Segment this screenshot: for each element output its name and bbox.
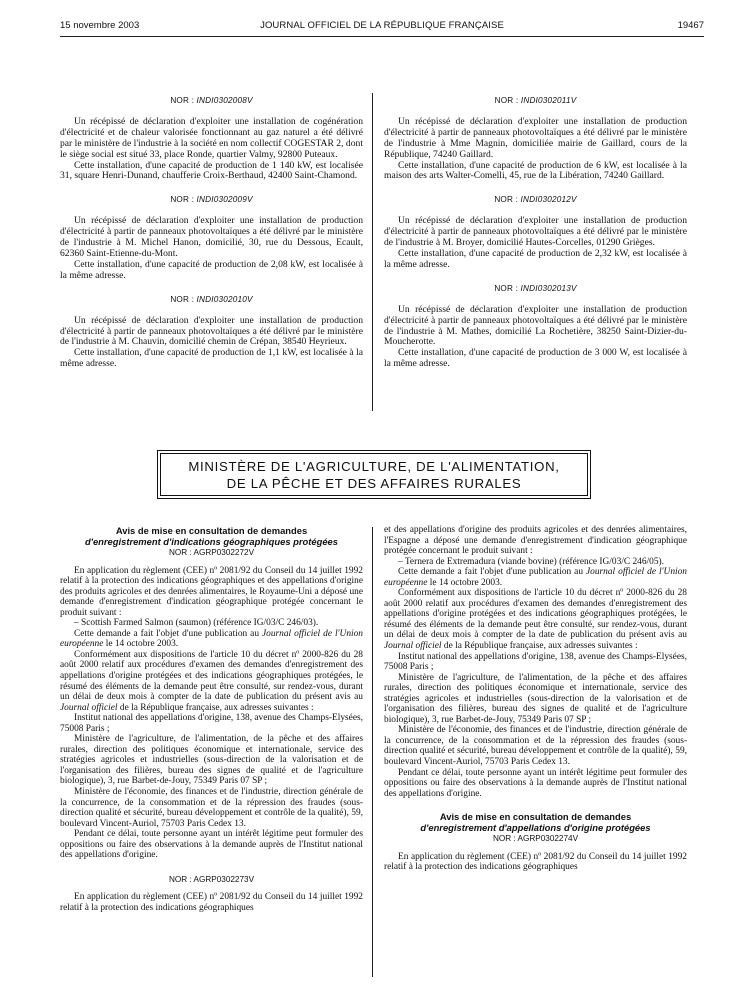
journal-title: JOURNAL OFFICIEL DE LA RÉPUBLIQUE FRANÇAISE xyxy=(260,20,504,31)
paragraph: Pendant ce délai, toute personne ayant un intérêt légitime peut formuler des oppositions ou faire des observations à la demande auprès de l'Institut national des appellations d'origine. xyxy=(60,829,363,861)
paragraph: Un récépissé de déclaration d'exploiter une installation de production d'électricité à partir de panneaux photovoltaïques a été délivré par le ministère de l'industrie à Mme Magnin, domiciliée mairie de Gaillard, cours de la République, 74240 Gaillard. xyxy=(384,115,687,160)
paragraph: En application du règlement (CEE) nº 2081/92 du Conseil du 14 juillet 1992 relatif à la protection des indications géographiques et des appellations d'origine des produits agricoles et des denrées alimentaires, le Royaume-Uni a déposé une demande d'enregistrement d'indication géographique protégée concernant le produit suivant : xyxy=(60,565,363,618)
ministry-line-2: DE LA PÊCHE ET DES AFFAIRES RURALES xyxy=(226,476,522,491)
paragraph: Un récépissé de déclaration d'exploiter une installation de cogénération d'électricité et de chaleur valorisée fonctionnant au gaz naturel a été délivré par le ministère de l'industrie à la société en nom collectif COGESTAR 2, dont le siège social est situé 33, place Ronde, quartier Valmy, 92800 Puteaux. xyxy=(60,115,363,160)
ministry-heading xyxy=(160,453,588,496)
top-left-column xyxy=(60,96,363,370)
paragraph: En application du règlement (CEE) nº 2081/92 du Conseil du 14 juillet 1992 relatif à la protection des indications géographiques xyxy=(384,851,687,873)
address: Ministère de l'économie, des finances et de l'industrie, direction générale de la concurrence, de la consommation et de la répression des fraudes (sous-direction qualité et sécurité, bureau développement et contrôle de la qualité), 59, boulevard Vincent-Auriol, 75703 Paris Cedex 13. xyxy=(384,725,687,768)
bottom-left-column xyxy=(60,525,363,914)
paragraph: Un récépissé de déclaration d'exploiter une installation de production d'électricité à partir de panneaux photovoltaïques a été délivré par le ministère de l'industrie à M. Chauvin, domicilié chemin de Crépan, 38540 Heyrieux. xyxy=(60,314,363,348)
paragraph: Cette installation, d'une capacité de production de 2,08 kW, est localisée à la même adresse. xyxy=(60,258,363,281)
avis-title: Avis de mise en consultation de demandes d'enregistrement d'appellations d'origine protégées xyxy=(420,811,651,834)
paragraph: Cette installation, d'une capacité de production de 2,32 kW, est localisée à la même adresse. xyxy=(384,247,687,270)
address: Ministère de l'agriculture, de l'alimentation, de la pêche et des affaires rurales, direction des politiques économique et internationale, service des stratégies agricoles et industrielles (sous-direction de la valorisation et de l'organisation des filières, bureau des signes de qualité et de l'agriculture biologique), 3, rue Barbet-de-Jouy, 75349 Paris 07 SP ; xyxy=(384,672,687,725)
paragraph: Cette installation, d'une capacité de production de 1 140 kW, est localisée 31, square Henri-Dunand, chaufferie Croix-Berthaud, 42400 Saint-Chamond. xyxy=(60,159,363,182)
notice-4 xyxy=(384,96,687,182)
issue-date: 15 novembre 2003 xyxy=(60,20,140,31)
paragraph: et des appellations d'origine des produits agricoles et des denrées alimentaires, l'Espagne a déposé une demande d'enregistrement d'indication géographique protégée concernant le produit suivant : xyxy=(384,525,687,557)
paragraph: Cette demande a fait l'objet d'une publication au Journal officiel de l'Union européenne le 14 octobre 2003. xyxy=(60,628,363,650)
notice-1 xyxy=(60,96,363,182)
paragraph: Un récépissé de déclaration d'exploiter une installation de production d'électricité à partir de panneaux photovoltaïques a été délivré par le ministère de l'industrie à M. Mathes, domicilié La Rochetière, 38250 Saint-Dizier-du-Moucherotte. xyxy=(384,303,687,348)
address: Institut national des appellations d'origine, 138, avenue des Champs-Elysées, 75008 Paris ; xyxy=(60,713,363,734)
list-item: – Scottish Farmed Salmon (saumon) (référence IG/03/C 246/03). xyxy=(74,618,319,629)
column-divider xyxy=(372,93,373,411)
paragraph: Conformément aux dispositions de l'article 10 du décret nº 2000-826 du 28 août 2000 relatif aux procédures d'examen des demandes d'enregistrement des appellations d'origine protégées et des indications géographiques protégées, le résumé des éléments de la demande peut être consulté, sur rendez-vous, durant un délai de deux mois à compter de la date de publication du présent avis au Journal officiel de la République française, aux adresses suivantes : xyxy=(60,649,363,713)
list-item: – Ternera de Extremadura (viande bovine) (référence IG/03/C 246/05). xyxy=(398,556,664,567)
nor-reference: NOR : INDI0302011V xyxy=(494,96,577,105)
paragraph: Cette installation, d'une capacité de production de 6 kW, est localisée à la maison des arts Walter-Comelli, 45, rue de la Libération, 74240 Gaillard. xyxy=(384,159,687,182)
paragraph: Pendant ce délai, toute personne ayant un intérêt légitime peut formuler des oppositions ou faire des observations à la demande auprès de l'Institut national des appellations d'origine. xyxy=(384,767,687,799)
top-right-column xyxy=(384,96,687,370)
column-divider xyxy=(372,527,373,977)
paragraph: Un récépissé de déclaration d'exploiter une installation de production d'électricité à partir de panneaux photovoltaïques a été délivré par le ministère de l'industrie à M. Michel Hanon, domicilié, 30, rue du Dessous, Ecault, 62360 Saint-Etienne-du-Mont. xyxy=(60,215,363,259)
page-header xyxy=(60,20,704,34)
notice-2 xyxy=(60,195,363,281)
notice-3 xyxy=(60,295,363,370)
paragraph: Cette demande a fait l'objet d'une publication au Journal officiel de l'Union européenne le 14 octobre 2003. xyxy=(384,567,687,588)
paragraph: Un récépissé de déclaration d'exploiter une installation de production d'électricité à partir de panneaux photovoltaïques a été délivré par le ministère de l'industrie à M. Broyer, domicilié Hautes-Corcelles, 01290 Grièges. xyxy=(384,215,687,249)
nor-reference: NOR : AGRP0302274V xyxy=(492,834,579,844)
nor-reference: NOR : INDI0302013V xyxy=(494,283,577,293)
address: Ministère de l'agriculture, de l'alimentation, de la pêche et des affaires rurales, direction des politiques économique et internationale, service des stratégies agricoles et industrielles (sous-direction de la valorisation et de l'organisation des filières, bureau des signes de qualité et de l'agriculture biologique), 3, rue Barbet-de-Jouy, 75349 Paris 07 SP ; xyxy=(60,734,363,787)
page-number: 19467 xyxy=(677,20,704,31)
paragraph: Cette installation, d'une capacité de production de 3 000 W, est localisée à la même adresse. xyxy=(384,347,687,370)
notice-6 xyxy=(384,284,687,370)
nor-reference: NOR : INDI0302012V xyxy=(494,195,577,205)
ministry-line-1: MINISTÈRE DE L'AGRICULTURE, DE L'ALIMENTATION, xyxy=(188,459,560,474)
bottom-right-column xyxy=(384,525,687,873)
paragraph: Cette installation, d'une capacité de production de 1,1 kW, est localisée à la même adresse. xyxy=(60,347,363,370)
nor-reference: NOR : INDI0302008V xyxy=(170,96,253,105)
paragraph: Conformément aux dispositions de l'article 10 du décret nº 2000-826 du 28 août 2000 relatif aux procédures d'examen des demandes d'enregistrement des appellations d'origine protégées et des indications géographiques protégées, le résumé des éléments de la demande peut être consulté, sur rendez-vous, durant un délai de deux mois à compter de la date de publication du présent avis au Journal officiel de la République française, aux adresses suivantes : xyxy=(384,588,687,652)
nor-reference: NOR : INDI0302009V xyxy=(170,195,253,205)
nor-reference: NOR : AGRP0302273V xyxy=(168,874,255,884)
nor-reference: NOR : INDI0302010V xyxy=(170,294,253,304)
paragraph: En application du règlement (CEE) nº 2081/92 du Conseil du 14 juillet 1992 relatif à la protection des indications géographiques xyxy=(60,892,363,913)
address: Ministère de l'économie, des finances et de l'industrie, direction générale de la concurrence, de la consommation et de la répression des fraudes (sous-direction qualité et sécurité, bureau développement et contrôle de la qualité), 59, boulevard Vincent-Auriol, 75703 Paris Cedex 13. xyxy=(60,787,363,829)
notice-5 xyxy=(384,195,687,270)
address: Institut national des appellations d'origine, 138, avenue des Champs-Elysées, 75008 Paris ; xyxy=(384,651,687,673)
header-rule xyxy=(60,36,704,37)
nor-reference: NOR : AGRP0302272V xyxy=(168,548,255,557)
avis-title: Avis de mise en consultation de demandes d'enregistrement d'indications géographiques protégées xyxy=(85,525,338,547)
